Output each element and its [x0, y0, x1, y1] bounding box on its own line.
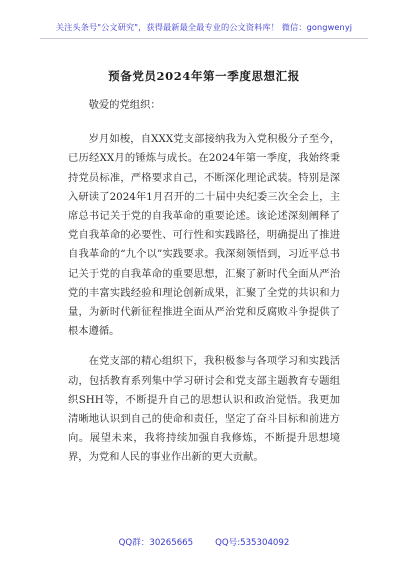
salutation: 敬爱的党组织： — [88, 99, 161, 111]
document-body — [68, 96, 340, 479]
footer-contact — [0, 536, 408, 548]
body-paragraph-2: 在党支部的精心组织下，我积极参与各项学习和实践活动，包括教育系列集中学习研讨会和党支部主题教育专题组织SHH等，不断提升自己的思想认识和政治觉悟。我更加清晰地认识到自己的使命和责任，坚定了奋斗目标和前进方向。展望未来，我将持续加强自我修炼，不断提升思想境界，为党和人民的事业作出新的更大贡献。 — [68, 355, 340, 464]
header-promo-note: 关注头条号"公文研究"，获得最新最全最专业的公文资料库！ 微信：gongwenyj — [55, 22, 353, 32]
footer-qq-group: QQ群：30265665 — [118, 538, 194, 548]
body-paragraph-1: 岁月如梭，自XXX党支部接纳我为入党积极分子至今，已历经XX月的锤炼与成长。在2024年第一季度，我始终秉持党员标准，严格要求自己，不断深化理论武装。特别是深入研读了2024年1月召开的二十届中央纪委三次全会上，主席总书记关于党的自我革命的重要论述。该论述深刻阐释了党自我革命的必要性、可行性和实践路径，明确提出了推进自我革命的“九个以”实践要求。我深刻领悟到，习近平总书记关于党的自我革命的重要思想，汇聚了新时代全面从严治党的丰富实践经验和理论创新成果，汇聚了全党的共识和力量，为新时代新征程推进全面从严治党和反腐败斗争提供了根本遵循。 — [68, 133, 340, 338]
footer-qq-number: QQ号:535304092 — [215, 538, 290, 548]
document-title: 预备党员2024年第一季度思想汇报 — [108, 69, 300, 83]
header-divider — [40, 38, 368, 39]
